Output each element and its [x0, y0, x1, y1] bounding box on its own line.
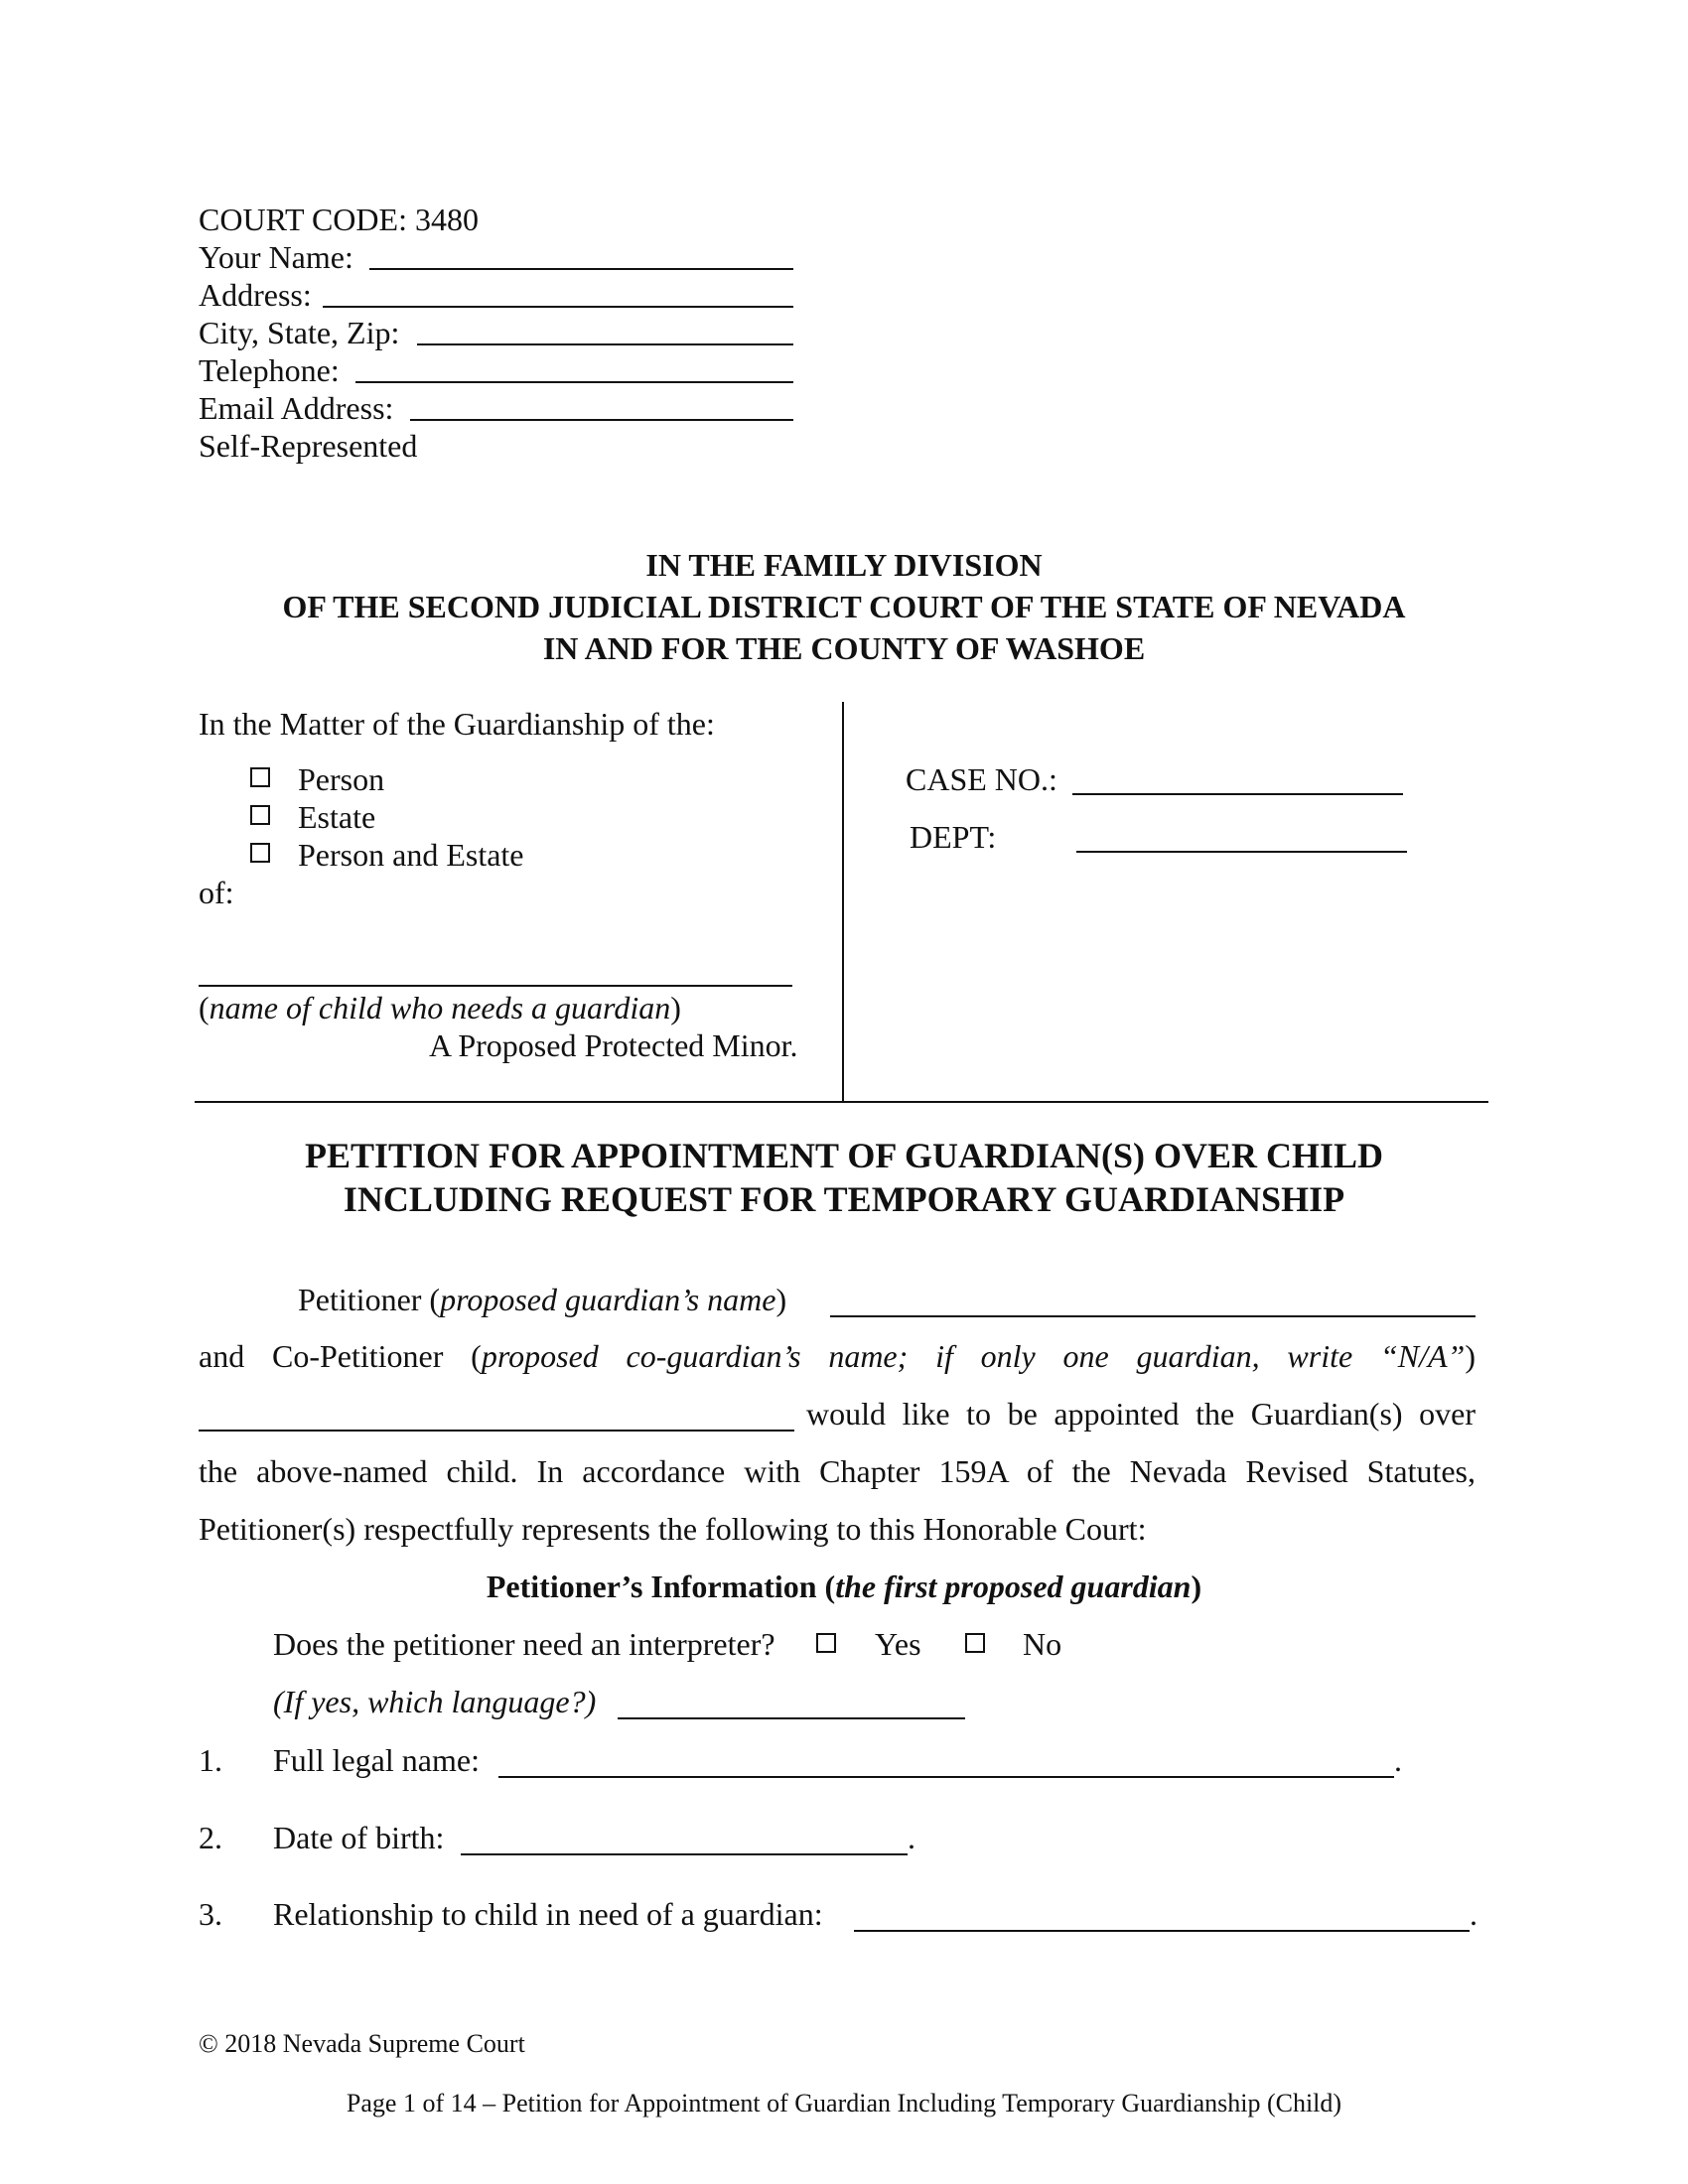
- email-label: Email Address:: [199, 390, 394, 426]
- date-of-birth-label: Date of birth:: [273, 1820, 445, 1855]
- date-of-birth-field[interactable]: [461, 1853, 908, 1855]
- co-petitioner-line: and Co-Petitioner (proposed co-guardian’s name; if only one guardian, write “N/A”): [199, 1338, 1477, 1374]
- co-petitioner-hint: proposed co-guardian’s name; if only one guardian, write “N/A”: [481, 1338, 1466, 1374]
- person-and-estate-option-label: Person and Estate: [298, 837, 524, 873]
- estate-option-label: Estate: [298, 799, 376, 835]
- court-line-1: IN THE FAMILY DIVISION: [645, 547, 1043, 583]
- dept-label: DEPT:: [910, 819, 997, 855]
- petitioner-info-heading-text: Petitioner’s Information: [486, 1569, 817, 1604]
- caption-bottom-rule: [195, 1101, 1488, 1103]
- language-field[interactable]: [618, 1717, 965, 1719]
- interpreter-yes-label: Yes: [875, 1626, 921, 1662]
- petition-title-line-1: PETITION FOR APPOINTMENT OF GUARDIAN(S) OVER CHILD: [304, 1136, 1384, 1175]
- item-1-period: .: [1394, 1742, 1402, 1778]
- petitioner-info-heading-hint: the first proposed guardian: [835, 1569, 1192, 1604]
- page-footer: Page 1 of 14 – Petition for Appointment of Guardian Including Temporary Guardianship (Child): [346, 2089, 1342, 2117]
- caption-divider: [842, 702, 844, 1102]
- relationship-label: Relationship to child in need of a guardian:: [273, 1896, 823, 1932]
- person-checkbox[interactable]: [250, 767, 270, 787]
- language-question-text: If yes, which language?: [283, 1684, 586, 1719]
- would-like-text: would like to be appointed the Guardian(s) over: [806, 1396, 1476, 1432]
- child-name-hint-text: name of child who needs a guardian: [209, 990, 671, 1025]
- person-and-estate-checkbox[interactable]: [250, 843, 270, 863]
- item-2-period: .: [908, 1820, 915, 1855]
- city-state-zip-label: City, State, Zip:: [199, 315, 400, 350]
- telephone-label: Telephone:: [199, 352, 340, 388]
- city-state-zip-field[interactable]: [417, 343, 793, 345]
- your-name-field[interactable]: [369, 268, 793, 270]
- petitioner-hint: proposed guardian’s name: [440, 1282, 776, 1317]
- co-petitioner-name-field[interactable]: [199, 1430, 794, 1432]
- petitioner-name-field[interactable]: [830, 1315, 1476, 1317]
- of-text: of:: [199, 875, 234, 910]
- item-1-number: 1.: [199, 1742, 222, 1778]
- interpreter-yes-checkbox[interactable]: [816, 1633, 836, 1653]
- estate-checkbox[interactable]: [250, 805, 270, 825]
- court-line-2: OF THE SECOND JUDICIAL DISTRICT COURT OF THE STATE OF NEVADA: [282, 589, 1406, 624]
- person-option-label: Person: [298, 761, 385, 797]
- item-3-period: .: [1470, 1896, 1477, 1932]
- intro-line-5: Petitioner(s) respectfully represents the following to this Honorable Court:: [199, 1511, 1147, 1547]
- item-2-number: 2.: [199, 1820, 222, 1855]
- copyright: © 2018 Nevada Supreme Court: [199, 2029, 525, 2058]
- child-name-field[interactable]: [199, 985, 792, 987]
- item-3-number: 3.: [199, 1896, 222, 1932]
- child-name-hint: (name of child who needs a guardian): [199, 990, 681, 1025]
- matter-text: In the Matter of the Guardianship of the:: [199, 706, 715, 742]
- petitioner-label: Petitioner: [298, 1282, 422, 1317]
- case-no-field[interactable]: [1072, 793, 1403, 795]
- petitioner-line: Petitioner (proposed guardian’s name): [298, 1282, 787, 1317]
- petitioner-info-heading: Petitioner’s Information (the first proposed guardian): [486, 1569, 1202, 1604]
- court-line-3: IN AND FOR THE COUNTY OF WASHOE: [542, 630, 1146, 666]
- court-code: COURT CODE: 3480: [199, 202, 479, 237]
- telephone-field[interactable]: [355, 381, 793, 383]
- address-field[interactable]: [323, 306, 793, 308]
- full-legal-name-label: Full legal name:: [273, 1742, 480, 1778]
- interpreter-no-checkbox[interactable]: [965, 1633, 985, 1653]
- petition-title-line-2: INCLUDING REQUEST FOR TEMPORARY GUARDIANSHIP: [343, 1179, 1345, 1219]
- relationship-field[interactable]: [854, 1930, 1470, 1932]
- co-petitioner-label: and Co-Petitioner: [199, 1338, 444, 1374]
- self-represented: Self-Represented: [199, 428, 418, 464]
- dept-field[interactable]: [1076, 851, 1407, 853]
- interpreter-no-label: No: [1023, 1626, 1062, 1662]
- case-no-label: CASE NO.:: [906, 761, 1057, 797]
- proposed-protected-minor: A Proposed Protected Minor.: [429, 1027, 798, 1063]
- language-question: (If yes, which language?): [273, 1684, 597, 1719]
- address-label: Address:: [199, 277, 312, 313]
- your-name-label: Your Name:: [199, 239, 353, 275]
- full-legal-name-field[interactable]: [498, 1776, 1394, 1778]
- email-field[interactable]: [410, 419, 793, 421]
- interpreter-question: Does the petitioner need an interpreter?: [273, 1626, 775, 1662]
- intro-line-4: the above-named child. In accordance with Chapter 159A of the Nevada Revised Statutes,: [199, 1453, 1476, 1489]
